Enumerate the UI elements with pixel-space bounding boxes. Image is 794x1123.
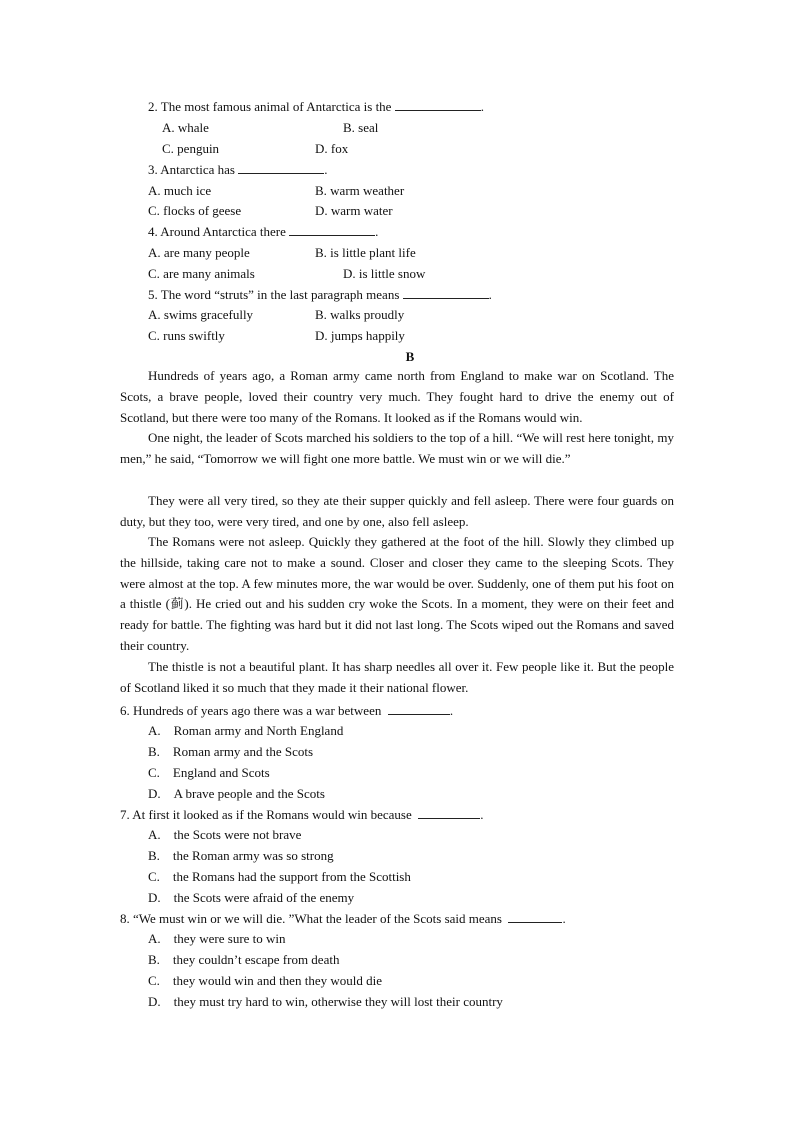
question-7-option-c: C. the Romans had the support from the Scottish — [148, 869, 411, 884]
passage-paragraph-4: The Romans were not asleep. Quickly they gathered at the foot of the hill. Slowly they climbed up the hillside, taking care not to make a sound. Closer and closer they came to the sleeping Scots. They were almost at the top. A few minutes more, the war would be over. Suddenly, one of them put his foot on a thistle (蓟). He cried out and his sudden cry woke the Scots. In a moment, they were on their feet and ready for battle. The fighting was hard but it did not last long. The Scots wiped out the Romans and saved their country. — [120, 534, 674, 653]
question-7-option-b: B. the Roman army was so strong — [148, 848, 334, 863]
question-4-option-b: B. is little plant life — [315, 245, 416, 260]
question-5-option-a: A. swims gracefully — [148, 307, 254, 322]
question-5-stem: 5. The word “struts” in the last paragraph means . — [148, 287, 492, 302]
question-6-option-c: C. England and Scots — [148, 765, 270, 780]
question-6-option-d: D. A brave people and the Scots — [148, 786, 325, 801]
passage-paragraph-2: One night, the leader of Scots marched his soldiers to the top of a hill. “We will rest here tonight, my men,” he said, “Tomorrow we will fight one more battle. We must win or we will die.” — [120, 430, 674, 466]
question-2-option-a: A. whale — [162, 120, 209, 135]
question-3-option-b: B. warm weather — [315, 183, 405, 198]
question-4-stem: 4. Around Antarctica there . — [148, 224, 379, 239]
question-3-stem: 3. Antarctica has . — [148, 162, 328, 177]
question-2-option-b: B. seal — [343, 120, 379, 135]
question-5-option-c: C. runs swiftly — [148, 328, 225, 343]
question-4-option-d: D. is little snow — [343, 266, 426, 281]
question-6-option-a: A. Roman army and North England — [148, 723, 344, 738]
question-8-option-a: A. they were sure to win — [148, 931, 286, 946]
question-6-option-b: B. Roman army and the Scots — [148, 744, 314, 759]
question-2-option-d: D. fox — [315, 141, 349, 156]
question-8-option-b: B. they couldn’t escape from death — [148, 952, 340, 967]
question-3-option-a: A. much ice — [148, 183, 212, 198]
question-2-stem: 2. The most famous animal of Antarctica is the . — [148, 99, 484, 114]
question-7-option-a: A. the Scots were not brave — [148, 827, 302, 842]
passage-paragraph-1: Hundreds of years ago, a Roman army came north from England to make war on Scotland. The Scots, a brave people, loved their country very much. They fought hard to drive the enemy out of Scotland, but there were too many of the Romans. It looked as if the Romans would win. — [120, 368, 674, 425]
question-5-option-d: D. jumps happily — [315, 328, 405, 343]
question-8-stem: 8. “We must win or we will die. ”What the leader of the Scots said means . — [120, 911, 566, 926]
section-b-title: B — [405, 349, 415, 364]
question-2-option-c: C. penguin — [162, 141, 220, 156]
question-4-option-c: C. are many animals — [148, 266, 255, 281]
question-5-option-b: B. walks proudly — [315, 307, 405, 322]
question-7-option-d: D. the Scots were afraid of the enemy — [148, 890, 355, 905]
passage-paragraph-5: The thistle is not a beautiful plant. It has sharp needles all over it. Few people like it. But the people of Scotland liked it so much that they made it their national flower. — [120, 659, 674, 695]
question-4-option-a: A. are many people — [148, 245, 250, 260]
question-8-option-c: C. they would win and then they would die — [148, 973, 382, 988]
question-7-stem: 7. At first it looked as if the Romans would win because . — [120, 807, 484, 822]
question-3-option-d: D. warm water — [315, 203, 393, 218]
question-3-option-c: C. flocks of geese — [148, 203, 242, 218]
passage-paragraph-3: They were all very tired, so they ate their supper quickly and fell asleep. There were four guards on duty, but they too, were very tired, and one by one, also fell asleep. — [120, 493, 674, 529]
question-6-stem: 6. Hundreds of years ago there was a war between . — [120, 703, 454, 718]
question-8-option-d: D. they must try hard to win, otherwise they will lost their country — [148, 994, 503, 1009]
